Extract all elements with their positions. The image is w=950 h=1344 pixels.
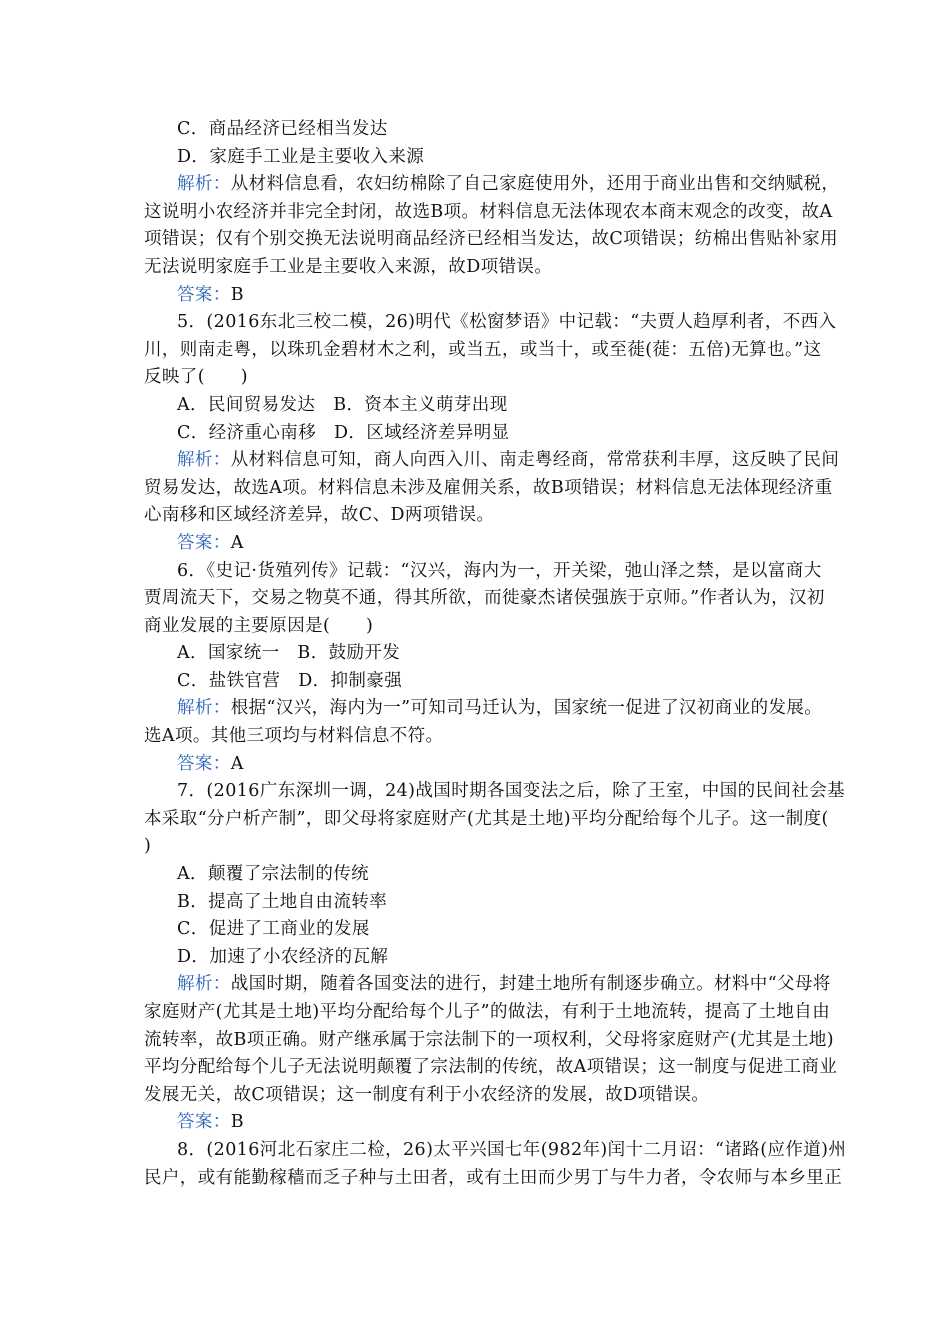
analysis-label: 解析：: [177, 698, 231, 719]
analysis-label: 解析：: [177, 974, 231, 995]
q7-analysis-line-3: 流转率，故B项正确。财产继承属于宗法制下的一项权利，父母将家庭财产(尤其是土地): [144, 1029, 835, 1050]
answer-value: A: [230, 753, 244, 774]
analysis-text: 根据“汉兴，海内为一”可知司马迁认为，国家统一促进了汉初商业的发展。: [230, 698, 823, 719]
q5-answer: [144, 530, 812, 558]
q7-analysis-line-2: 家庭财产(尤其是土地)平均分配给每个儿子”的做法，有利于土地流转，提高了土地自由: [144, 1002, 831, 1022]
q7-analysis-line-4: 平均分配给每个儿子无法说明颠覆了宗法制的传统，故A项错误；这一制度与促进工商业: [144, 1057, 838, 1078]
q6-stem-line-1: 6．《史记·货殖列传》记载：“汉兴，海内为一，开关梁，弛山泽之禁，是以富商大: [177, 560, 822, 581]
q7-stem-line-3: ): [144, 836, 152, 857]
q8-stem-line-2: 民户，或有能勤稼穑而乏子种与土田者，或有土田而少男丁与牛力者，令农师与本乡里正: [144, 1167, 843, 1188]
q7-option-d: D．加速了小农经济的瓦解: [177, 946, 389, 967]
analysis-text: 从材料信息看，农妇纺棉除了自己家庭使用外，还用于商业出售和交纳赋税，: [230, 174, 840, 195]
answer-value: B: [230, 284, 244, 305]
q7-stem-line-2: 本采取“分户析产制”，即父母将家庭财产(尤其是土地)平均分配给每个儿子。这一制度(: [144, 808, 829, 829]
q5-analysis-line-2: 贸易发达，故选A项。材料信息未涉及雇佣关系，故B项错误；材料信息无法体现经济重: [144, 477, 833, 498]
q6-analysis-line-1: [144, 695, 823, 723]
q7-analysis-line-5: 发展无关，故C项错误；这一制度有利于小农经济的发展，故D项错误。: [144, 1084, 710, 1105]
answer-value: B: [230, 1112, 244, 1133]
q6-analysis-line-2: 选A项。其他三项均与材料信息不符。: [144, 726, 444, 747]
q6-stem-line-2: 贾周流天下，交易之物莫不通，得其所欲，而徙豪杰诸侯强族于京师。”作者认为，汉初: [144, 588, 825, 609]
q5-options-cd: C．经济重心南移 D．区域经济差异明显: [177, 422, 510, 443]
answer-label: 答案：: [177, 532, 231, 553]
q4-analysis-line-1: [144, 171, 840, 199]
q7-option-a: A．颠覆了宗法制的传统: [177, 864, 370, 885]
analysis-text: 战国时期，随着各国变法的进行，封建土地所有制逐步确立。材料中“父母将: [230, 974, 831, 995]
q7-option-c: C．促进了工商业的发展: [177, 919, 370, 940]
answer-label: 答案：: [177, 1112, 231, 1133]
answer-label: 答案：: [177, 753, 231, 774]
q7-stem-line-1: 7．(2016广东深圳一调，24)战国时期各国变法之后，除了王室，中国的民间社会基: [177, 781, 845, 802]
q5-analysis-line-3: 心南移和区域经济差异，故C、D两项错误。: [144, 505, 495, 526]
answer-label: 答案：: [177, 284, 231, 305]
q4-option-d: D．家庭手工业是主要收入来源: [177, 146, 425, 167]
q5-stem-line-3: 反映了( ): [144, 367, 248, 388]
q5-options-ab: A．民间贸易发达 B．资本主义萌芽出现: [177, 394, 508, 415]
q6-stem-line-3: 商业发展的主要原因是( ): [144, 615, 374, 636]
document-page: [144, 116, 847, 1192]
q7-analysis-line-1: [144, 971, 831, 999]
q4-answer: [144, 282, 812, 310]
analysis-label: 解析：: [177, 450, 231, 471]
q5-stem-line-2: 川，则南走粤，以珠玑金碧材木之利，或当五，或当十，或至蓰(蓰：五倍)无算也。”这: [144, 339, 822, 360]
q5-stem-line-1: 5．(2016东北三校二模，26)明代《松窗梦语》中记载：“夫贾人趋厚利者，不西入: [177, 312, 837, 333]
q5-analysis-line-1: [144, 447, 840, 475]
q6-answer: [144, 751, 812, 779]
q4-option-c: C．商品经济已经相当发达: [177, 119, 388, 139]
analysis-text: 从材料信息可知，商人向西入川、南走粤经商，常常获利丰厚，这反映了民间: [230, 450, 840, 471]
q4-analysis-line-4: 无法说明家庭手工业是主要收入来源，故D项错误。: [144, 256, 553, 277]
q7-answer: [144, 1109, 812, 1137]
answer-value: A: [230, 532, 244, 553]
q7-option-b: B．提高了土地自由流转率: [177, 891, 388, 912]
q4-analysis-line-2: 这说明小农经济并非完全封闭，故选B项。材料信息无法体现农本商末观念的改变，故A: [144, 201, 833, 222]
q6-options-ab: A．国家统一 B．鼓励开发: [177, 643, 401, 664]
q8-stem-line-1: 8．(2016河北石家庄二检，26)太平兴国七年(982年)闰十二月诏：“诸路(应作道)州: [177, 1139, 847, 1160]
q6-options-cd: C．盐铁官营 D．抑制豪强: [177, 670, 403, 691]
analysis-label: 解析：: [177, 174, 231, 195]
q4-analysis-line-3: 项错误；仅有个别交换无法说明商品经济已经相当发达，故C项错误；纺棉出售贴补家用: [144, 229, 838, 250]
